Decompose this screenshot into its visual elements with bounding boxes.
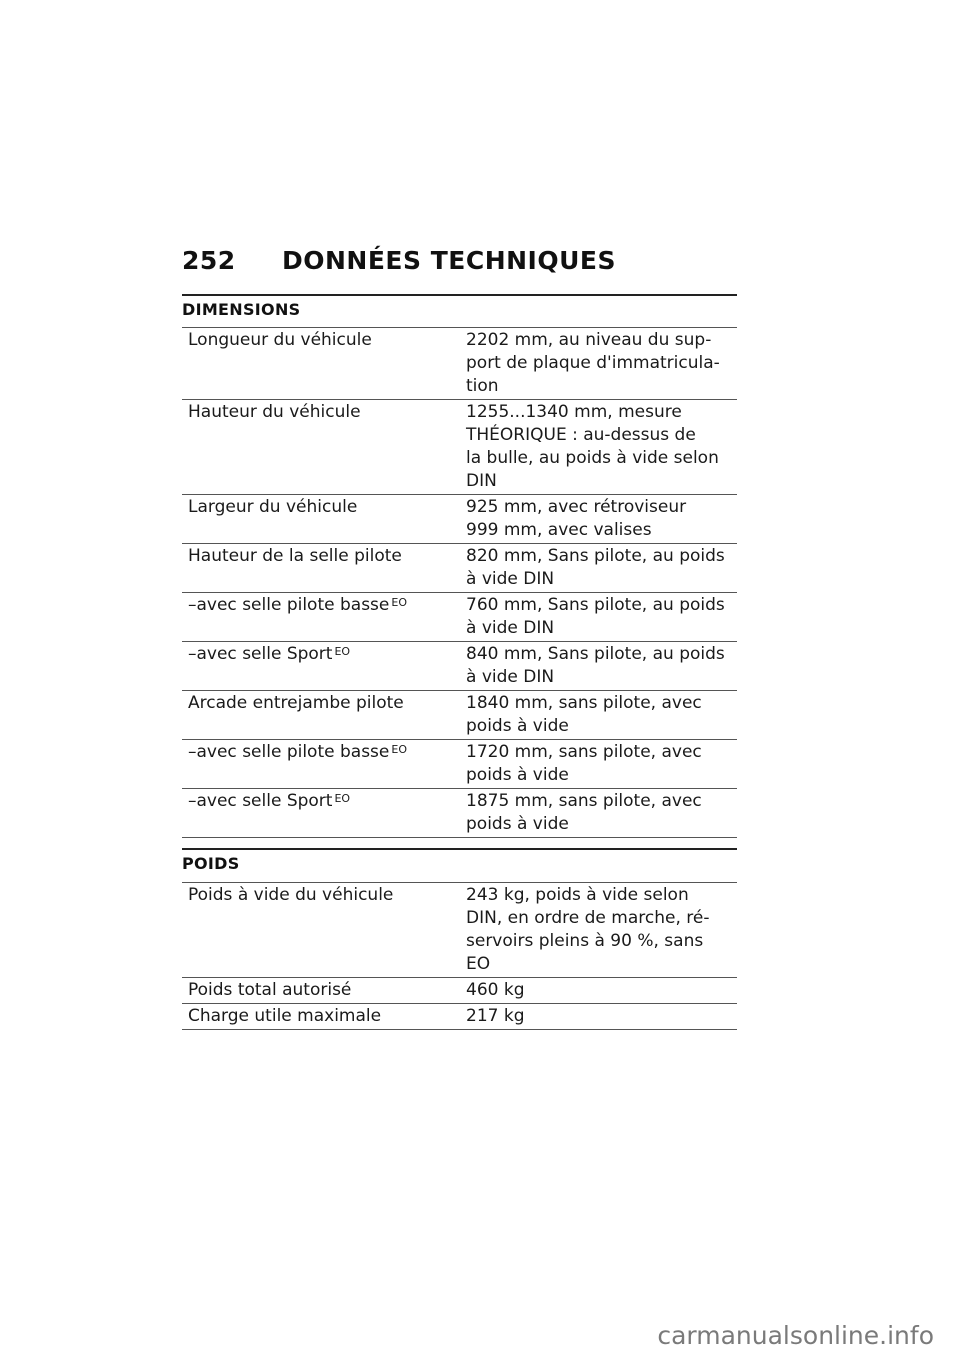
spec-value — [454, 642, 737, 690]
spec-label-text: –avec selle pilote basse — [188, 595, 390, 615]
spec-value-line: 999 mm, avec valises — [466, 520, 652, 540]
spec-value — [454, 400, 737, 494]
spec-label — [182, 593, 454, 641]
spec-label-text: Poids total autorisé — [188, 980, 352, 1000]
spec-value-line: EO — [466, 954, 491, 974]
spec-label — [182, 642, 454, 690]
optional-equipment-mark: EO — [391, 596, 407, 609]
watermark-text: carmanualsonline.info — [657, 1321, 934, 1350]
spec-label — [182, 400, 454, 494]
spec-value-line: DIN, en ordre de marche, ré- — [466, 908, 710, 928]
spec-value-line: à vide DIN — [466, 618, 555, 638]
spec-value-line: 460 kg — [466, 980, 525, 1000]
spec-row — [182, 642, 737, 691]
spec-value — [454, 740, 737, 788]
section-title-weights: POIDS — [182, 854, 240, 873]
spec-label — [182, 1004, 454, 1029]
spec-label — [182, 740, 454, 788]
spec-value-line: DIN — [466, 471, 497, 491]
spec-label-text: Charge utile maximale — [188, 1006, 382, 1026]
spec-row — [182, 495, 737, 544]
spec-value — [454, 495, 737, 543]
spec-value-line: 840 mm, Sans pilote, au poids — [466, 644, 725, 664]
section-rule-weights — [182, 848, 737, 850]
page-header — [182, 246, 616, 275]
chapter-title: DONNÉES TECHNIQUES — [282, 246, 616, 275]
spec-label — [182, 691, 454, 739]
spec-row — [182, 978, 737, 1004]
spec-row — [182, 593, 737, 642]
spec-value-line: tion — [466, 376, 499, 396]
spec-label-text: Largeur du véhicule — [188, 497, 358, 517]
spec-row — [182, 327, 737, 400]
spec-row — [182, 740, 737, 789]
spec-label-text: Poids à vide du véhicule — [188, 885, 394, 905]
spec-value-line: 217 kg — [466, 1006, 525, 1026]
section-title-dimensions: DIMENSIONS — [182, 300, 301, 319]
spec-value-line: THÉORIQUE : au-dessus de — [466, 425, 696, 445]
spec-value — [454, 978, 737, 1003]
spec-value-line: port de plaque d'immatricula- — [466, 353, 720, 373]
spec-label-text: Arcade entrejambe pilote — [188, 693, 404, 713]
spec-label — [182, 495, 454, 543]
page-number: 252 — [182, 246, 236, 275]
spec-label — [182, 544, 454, 592]
spec-value-line: 2202 mm, au niveau du sup- — [466, 330, 712, 350]
spec-value-line: 243 kg, poids à vide selon — [466, 885, 689, 905]
spec-value-line: poids à vide — [466, 716, 569, 736]
spec-label-text: Hauteur de la selle pilote — [188, 546, 402, 566]
spec-value-line: 1720 mm, sans pilote, avec — [466, 742, 702, 762]
spec-value — [454, 544, 737, 592]
spec-label-text: Hauteur du véhicule — [188, 402, 361, 422]
spec-label — [182, 978, 454, 1003]
spec-value-line: 1255...1340 mm, mesure — [466, 402, 682, 422]
weights-table — [182, 882, 737, 1030]
spec-row — [182, 789, 737, 838]
section-rule-dimensions — [182, 294, 737, 296]
spec-label-text: –avec selle Sport — [188, 644, 333, 664]
spec-row — [182, 544, 737, 593]
spec-row — [182, 882, 737, 978]
spec-label — [182, 883, 454, 977]
spec-row — [182, 1004, 737, 1030]
optional-equipment-mark: EO — [334, 645, 351, 658]
spec-row — [182, 400, 737, 495]
spec-label — [182, 789, 454, 837]
spec-value-line: la bulle, au poids à vide selon — [466, 448, 719, 468]
spec-value — [454, 593, 737, 641]
optional-equipment-mark: EO — [334, 792, 351, 805]
spec-value-line: 925 mm, avec rétroviseur — [466, 497, 687, 517]
spec-value-line: servoirs pleins à 90 %, sans — [466, 931, 704, 951]
spec-value-line: 1875 mm, sans pilote, avec — [466, 791, 702, 811]
spec-label-text: –avec selle Sport — [188, 791, 333, 811]
spec-label-text: Longueur du véhicule — [188, 330, 372, 350]
spec-value — [454, 1004, 737, 1029]
spec-value-line: 1840 mm, sans pilote, avec — [466, 693, 702, 713]
optional-equipment-mark: EO — [391, 743, 407, 756]
spec-value-line: 760 mm, Sans pilote, au poids — [466, 595, 725, 615]
spec-value-line: poids à vide — [466, 765, 569, 785]
spec-value — [454, 883, 737, 977]
spec-label-text: –avec selle pilote basse — [188, 742, 390, 762]
spec-value-line: poids à vide — [466, 814, 569, 834]
spec-value — [454, 789, 737, 837]
spec-label — [182, 328, 454, 399]
spec-value — [454, 328, 737, 399]
spec-row — [182, 691, 737, 740]
spec-value-line: à vide DIN — [466, 667, 555, 687]
spec-value-line: 820 mm, Sans pilote, au poids — [466, 546, 725, 566]
dimensions-table — [182, 327, 737, 838]
spec-value-line: à vide DIN — [466, 569, 555, 589]
spec-value — [454, 691, 737, 739]
